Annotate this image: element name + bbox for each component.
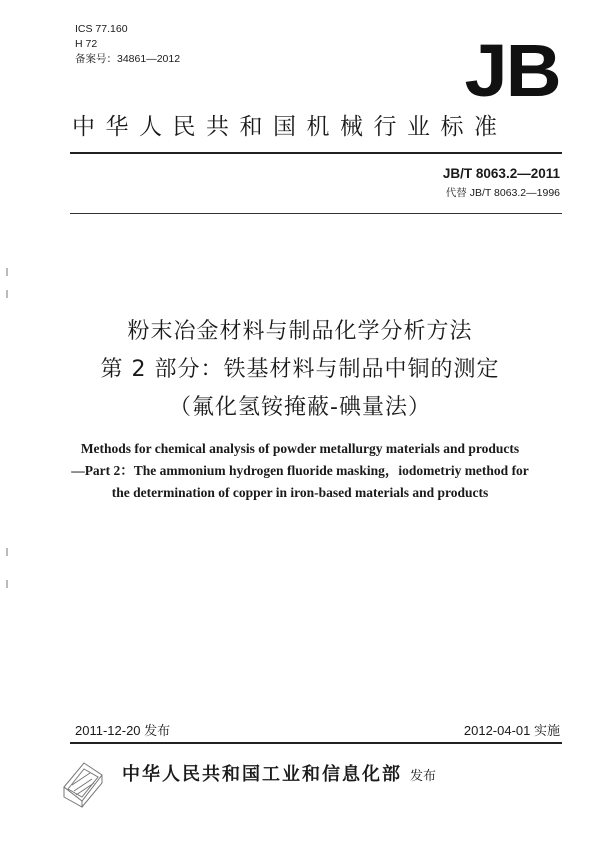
title-zh-line-2: 第 2 部分：铁基材料与制品中铜的测定 [100, 357, 500, 382]
title-zh-line-1: 粉末冶金材料与制品化学分析方法 [127, 319, 473, 344]
title-zh-line-3: （氟化氢铵掩蔽-碘量法） [169, 395, 431, 420]
divider-middle [70, 213, 562, 214]
scan-mark [6, 290, 8, 298]
publisher [122, 760, 436, 786]
scan-mark [6, 548, 8, 556]
replaces-code: 代替 JB/T 8063.2—1996 [445, 187, 560, 199]
ics-code: ICS 77.160 [75, 23, 128, 35]
scan-mark [6, 268, 8, 276]
publisher-suffix: 发布 [410, 769, 437, 784]
title-en-line-2: —Part 2：The ammonium hydrogen fluoride masking，iodometriy method for [71, 463, 529, 478]
record-number: 备案号：34861—2012 [75, 53, 181, 65]
standard-code: JB/T 8063.2—2011 [442, 166, 560, 181]
publisher-name: 中华人民共和国工业和信息化部 [122, 764, 402, 785]
jb-logo: JB [464, 29, 560, 112]
ministry-emblem-icon [60, 757, 106, 809]
issue-date: 2011-12-20 发布 [75, 723, 171, 738]
standard-title: 中华人民共和国机械行业标准 [72, 114, 508, 140]
title-en-line-1: Methods for chemical analysis of powder metallurgy materials and products [80, 441, 520, 456]
divider-top [70, 152, 562, 154]
scan-mark [6, 580, 8, 588]
divider-bottom [70, 742, 562, 744]
classification-code: H 72 [75, 38, 98, 50]
implementation-date: 2012-04-01 实施 [463, 723, 560, 738]
title-en-line-3: the determination of copper in iron-based materials and products [111, 485, 489, 500]
